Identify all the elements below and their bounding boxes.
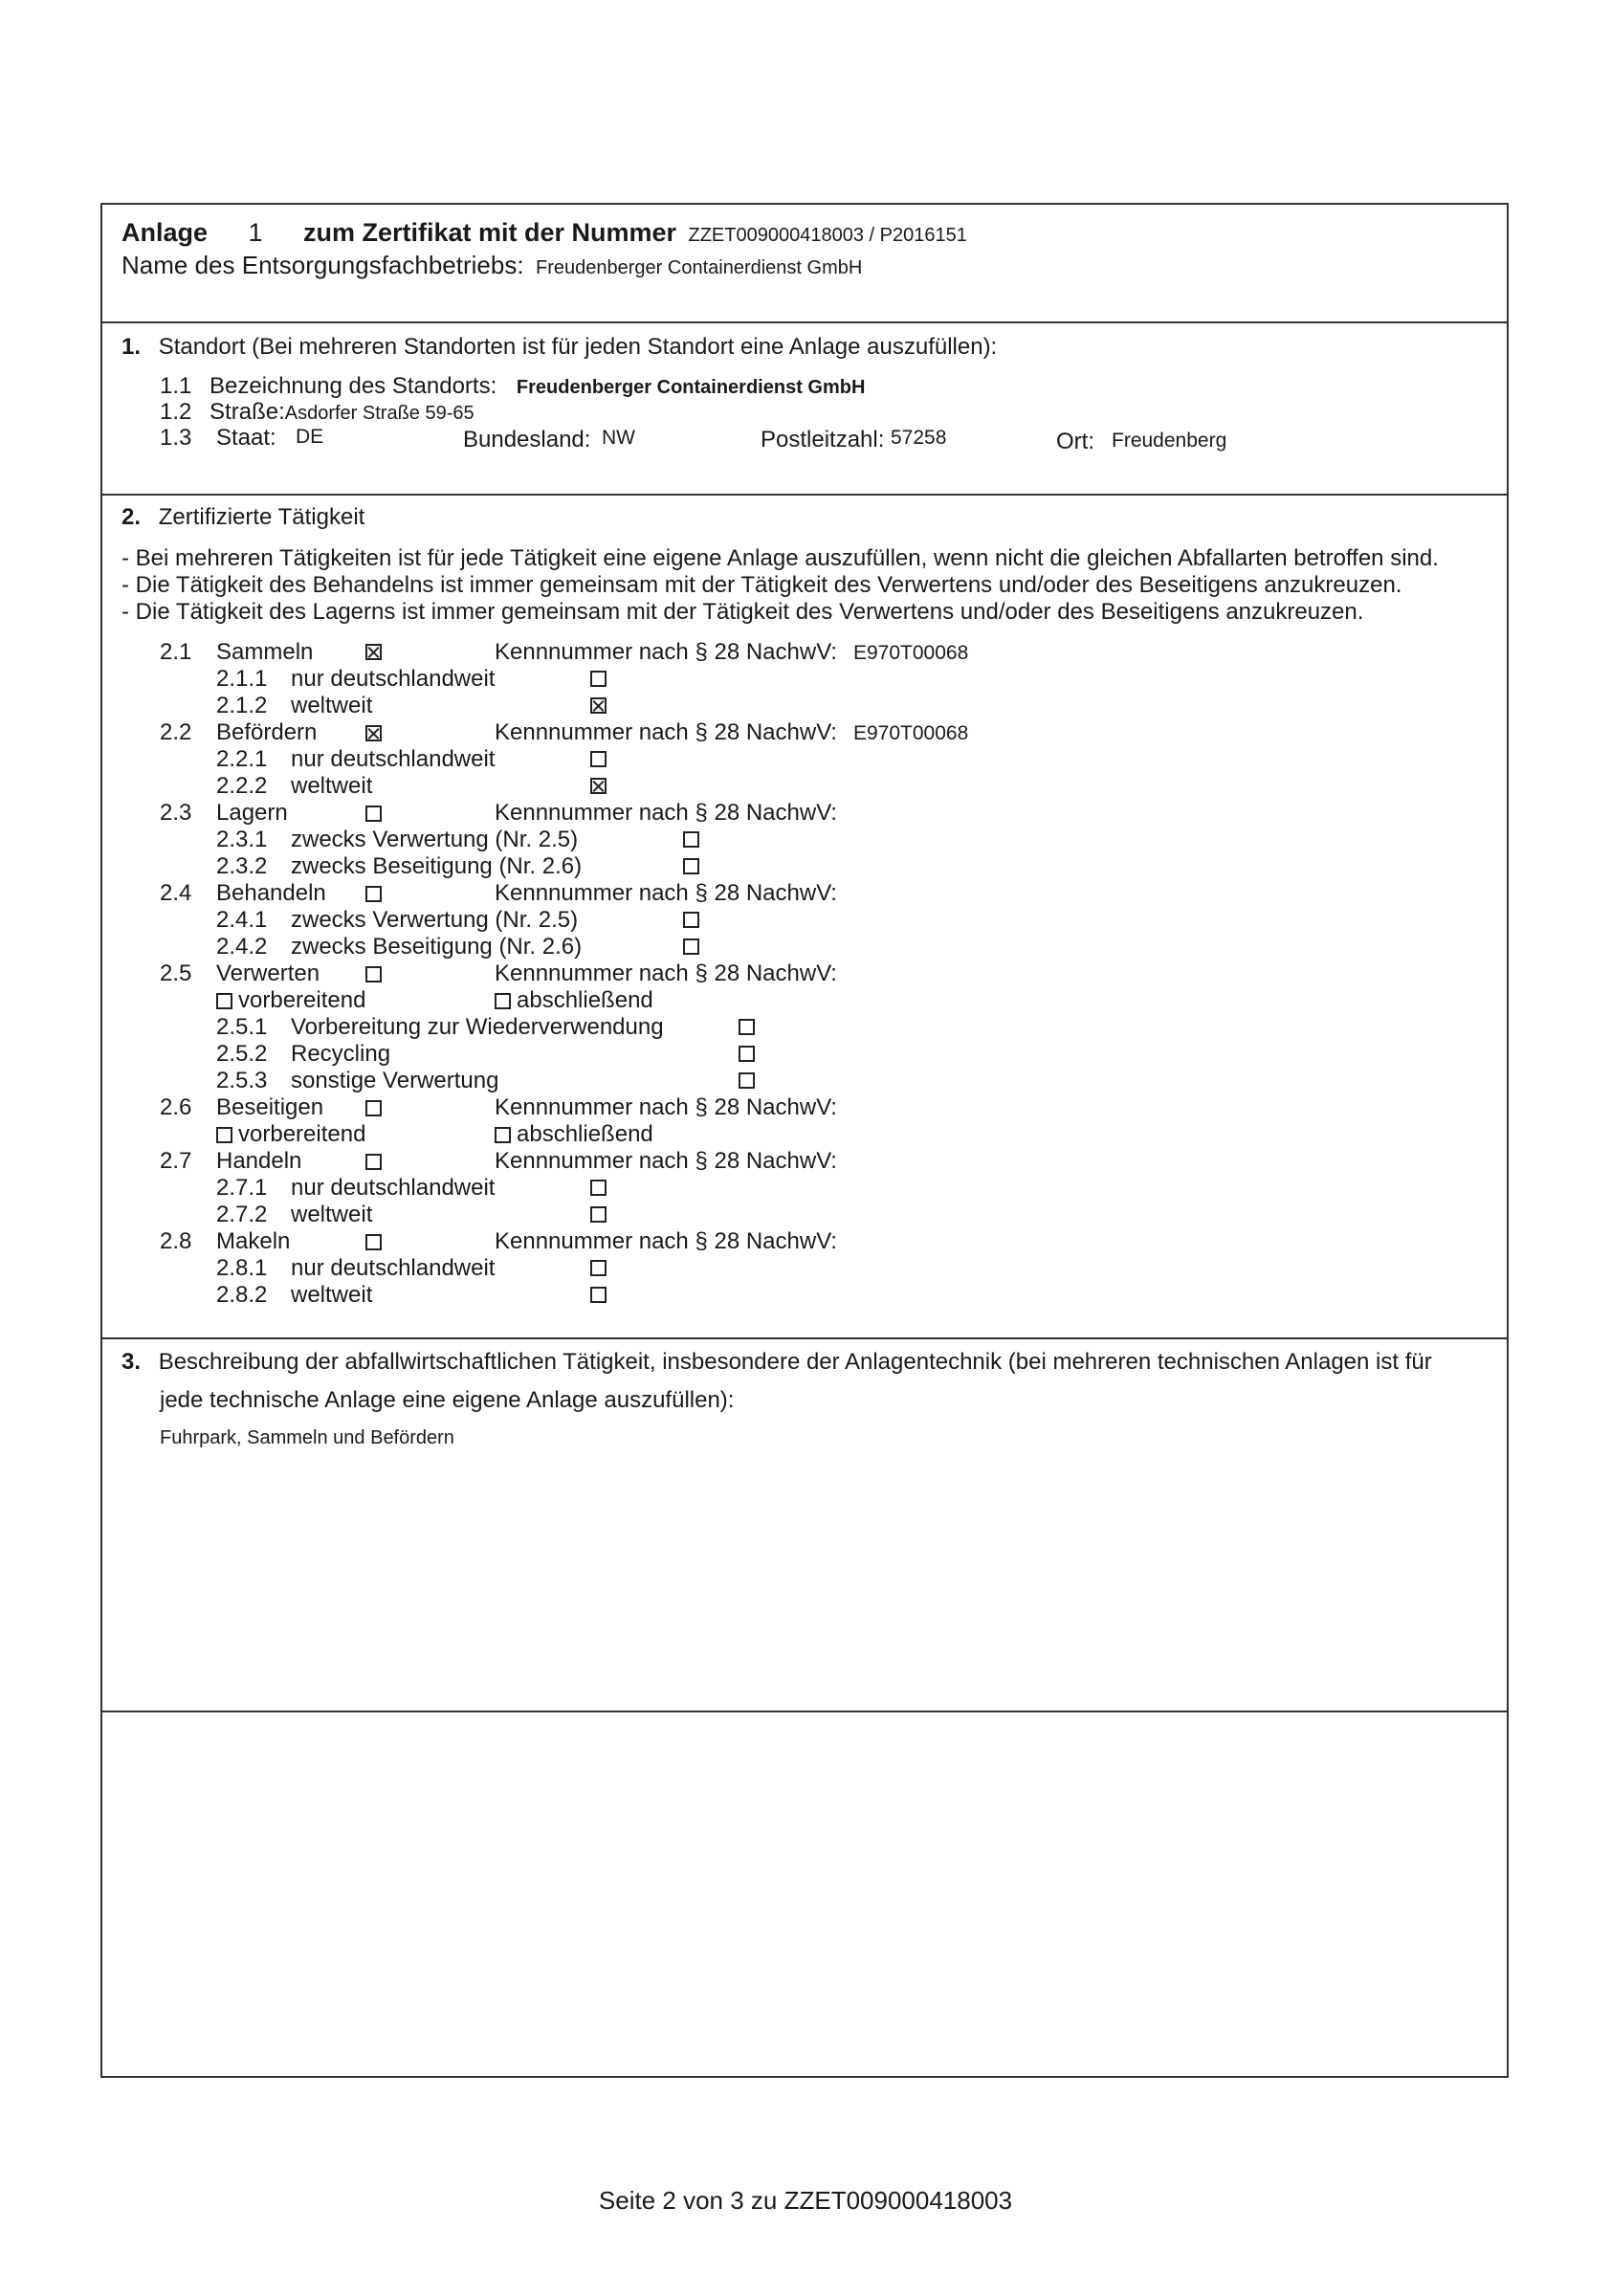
header-line2 <box>121 251 862 280</box>
section3-heading <box>121 1349 1432 1376</box>
befoerdern-kennnummer: E970T00068 <box>853 722 969 744</box>
plz-value: 57258 <box>891 427 947 449</box>
item-num: 2.7.2 <box>216 1202 268 1227</box>
anlage-label: Anlage <box>121 218 209 247</box>
item-num: 2.2.2 <box>216 773 268 799</box>
option-label: abschließend <box>517 1121 653 1147</box>
item-num: 2.1 <box>160 639 192 665</box>
beseitigen-abschliessend <box>495 1121 653 1148</box>
zertifikat-label: zum Zertifikat mit der Nummer <box>302 218 677 247</box>
row-num: 1.1 <box>160 373 192 399</box>
divider <box>102 1337 1507 1339</box>
item-num: 2.5 <box>160 960 192 986</box>
kenn-label: Kennnummer nach § 28 NachwV: <box>495 1094 837 1120</box>
section3-num: 3. <box>121 1349 142 1375</box>
kenn-label: Kennnummer nach § 28 NachwV: <box>495 880 837 906</box>
row-label: Bezeichnung des Standorts: <box>210 373 497 399</box>
item-num: 2.1.1 <box>216 666 268 692</box>
item-num: 2.2.1 <box>216 746 268 772</box>
makeln-checkbox[interactable] <box>365 1234 382 1250</box>
item-label: sonstige Verwertung <box>291 1068 499 1093</box>
item-label: nur deutschlandweit <box>291 1175 496 1201</box>
item-label: nur deutschlandweit <box>291 1255 496 1281</box>
standort-name: Freudenberger Containerdienst GmbH <box>516 377 866 398</box>
item-num: 2.6 <box>160 1094 192 1120</box>
option-label: abschließend <box>517 987 653 1013</box>
header-line1 <box>121 218 967 248</box>
item-num: 2.8.1 <box>216 1255 268 1281</box>
verwerten-label: Verwerten <box>216 960 320 986</box>
beseitigen-vorbereitend-checkbox[interactable] <box>216 1127 232 1143</box>
item-label: Vorbereitung zur Wiederverwendung <box>291 1014 664 1040</box>
section2-title: Zertifizierte Tätigkeit <box>158 504 365 530</box>
befoerdern-deutschland-checkbox[interactable] <box>590 751 607 767</box>
note: - Die Tätigkeit des Behandelns ist immer gemeinsam mit der Tätigkeit des Verwertens und/oder des Beseitigens anzukreuzen. <box>121 572 1402 598</box>
option-label: vorbereitend <box>238 987 366 1013</box>
ort-label: Ort: <box>1056 429 1094 454</box>
item-label: nur deutschlandweit <box>291 746 496 772</box>
item-label: weltweit <box>291 1282 373 1308</box>
verwerten-vorbereitend-checkbox[interactable] <box>216 993 232 1009</box>
handeln-checkbox[interactable] <box>365 1154 382 1170</box>
makeln-label: Makeln <box>216 1228 291 1254</box>
lagern-verwertung-checkbox[interactable] <box>683 831 699 848</box>
plz-label: Postleitzahl: <box>761 427 885 453</box>
section1-title: Standort (Bei mehreren Standorten ist für jeden Standort eine Anlage auszufüllen): <box>158 334 998 360</box>
anlage-number: 1 <box>248 218 263 247</box>
item-label: weltweit <box>291 693 373 718</box>
item-num: 2.3 <box>160 800 192 826</box>
behandeln-verwertung-checkbox[interactable] <box>683 912 699 928</box>
item-label: zwecks Beseitigung (Nr. 2.6) <box>291 934 583 960</box>
item-num: 2.8.2 <box>216 1282 268 1308</box>
lagern-label: Lagern <box>216 800 288 826</box>
sammeln-label: Sammeln <box>216 639 314 665</box>
item-num: 2.1.2 <box>216 693 268 718</box>
item-label: Recycling <box>291 1041 391 1067</box>
wiederverwendung-checkbox[interactable] <box>739 1019 755 1035</box>
behandeln-label: Behandeln <box>216 880 326 906</box>
sammeln-checkbox[interactable] <box>365 644 382 660</box>
item-num: 2.2 <box>160 719 192 745</box>
item-num: 2.5.1 <box>216 1014 268 1040</box>
kenn-label: Kennnummer nach § 28 NachwV: <box>495 1228 837 1254</box>
verwerten-abschliessend <box>495 987 653 1014</box>
item-label: nur deutschlandweit <box>291 666 496 692</box>
item-num: 2.3.2 <box>216 853 268 879</box>
divider <box>102 321 1507 323</box>
ort-value: Freudenberg <box>1112 430 1227 452</box>
section3-title-cont: jede technische Anlage eine eigene Anlage auszufüllen): <box>160 1387 735 1413</box>
bundesland-label: Bundesland: <box>463 427 591 453</box>
lagern-checkbox[interactable] <box>365 806 382 822</box>
section2-heading <box>121 504 364 531</box>
makeln-deutschland-checkbox[interactable] <box>590 1260 607 1276</box>
staat-label: Staat: <box>216 425 276 451</box>
beseitigen-vorbereitend <box>216 1121 365 1148</box>
behandeln-beseitigung-checkbox[interactable] <box>683 938 699 955</box>
standort-row-2 <box>160 399 474 427</box>
item-num: 2.4 <box>160 880 192 906</box>
kenn-label: Kennnummer nach § 28 NachwV: <box>495 960 837 986</box>
makeln-weltweit-checkbox[interactable] <box>590 1287 607 1303</box>
handeln-deutschland-checkbox[interactable] <box>590 1180 607 1196</box>
form-box <box>100 203 1509 2078</box>
option-label: vorbereitend <box>238 1121 366 1147</box>
beschreibung-value: Fuhrpark, Sammeln und Befördern <box>160 1427 454 1448</box>
item-num: 2.5.2 <box>216 1041 268 1067</box>
recycling-checkbox[interactable] <box>739 1046 755 1062</box>
kenn-label: Kennnummer nach § 28 NachwV: <box>495 639 837 665</box>
divider <box>102 494 1507 496</box>
standort-row-1 <box>160 373 865 401</box>
behandeln-checkbox[interactable] <box>365 886 382 902</box>
item-num: 2.5.3 <box>216 1068 268 1093</box>
verwerten-abschliessend-checkbox[interactable] <box>495 993 511 1009</box>
verwerten-vorbereitend <box>216 987 365 1014</box>
section3-title: Beschreibung der abfallwirtschaftlichen Tätigkeit, insbesondere der Anlagentechnik (bei mehreren technischen Anlagen ist für <box>158 1349 1432 1375</box>
befoerdern-checkbox[interactable] <box>365 725 382 741</box>
item-num: 2.4.1 <box>216 907 268 933</box>
beseitigen-checkbox[interactable] <box>365 1100 382 1116</box>
row-num: 1.3 <box>160 425 192 451</box>
sammeln-weltweit-checkbox[interactable] <box>590 697 607 714</box>
row-label: Straße: <box>210 399 285 425</box>
staat-value: DE <box>296 426 324 448</box>
beseitigen-label: Beseitigen <box>216 1094 324 1120</box>
kenn-label: Kennnummer nach § 28 NachwV: <box>495 1148 837 1174</box>
befoerdern-weltweit-checkbox[interactable] <box>590 778 607 794</box>
item-num: 2.3.1 <box>216 827 268 852</box>
zertifikat-number: ZZET009000418003 / P2016151 <box>688 225 967 246</box>
kenn-label: Kennnummer nach § 28 NachwV: <box>495 800 837 826</box>
item-num: 2.7 <box>160 1148 192 1174</box>
verwerten-checkbox[interactable] <box>365 966 382 982</box>
sonstige-verwertung-checkbox[interactable] <box>739 1072 755 1089</box>
divider <box>102 1711 1507 1712</box>
section1-num: 1. <box>121 334 142 360</box>
item-label: weltweit <box>291 1202 373 1227</box>
betrieb-label: Name des Entsorgungsfachbetriebs: <box>121 251 524 279</box>
item-label: zwecks Verwertung (Nr. 2.5) <box>291 827 579 852</box>
sammeln-deutschland-checkbox[interactable] <box>590 671 607 687</box>
strasse-value: Asdorfer Straße 59-65 <box>284 403 474 424</box>
beseitigen-abschliessend-checkbox[interactable] <box>495 1127 511 1143</box>
befoerdern-label: Befördern <box>216 719 318 745</box>
item-label: zwecks Verwertung (Nr. 2.5) <box>291 907 579 933</box>
item-label: zwecks Beseitigung (Nr. 2.6) <box>291 853 583 879</box>
row-num: 1.2 <box>160 399 192 425</box>
page-footer: Seite 2 von 3 zu ZZET009000418003 <box>598 2186 1013 2215</box>
bundesland-value: NW <box>602 427 635 449</box>
sammeln-kennnummer: E970T00068 <box>853 642 969 664</box>
item-num: 2.4.2 <box>216 934 268 960</box>
handeln-label: Handeln <box>216 1148 302 1174</box>
betrieb-value: Freudenberger Containerdienst GmbH <box>536 257 863 278</box>
lagern-beseitigung-checkbox[interactable] <box>683 858 699 874</box>
item-num: 2.7.1 <box>216 1175 268 1201</box>
note: - Die Tätigkeit des Lagerns ist immer gemeinsam mit der Tätigkeit des Verwertens und/oder des Beseitigens anzukreuzen. <box>121 599 1364 625</box>
section1-heading <box>121 334 997 361</box>
item-label: weltweit <box>291 773 373 799</box>
handeln-weltweit-checkbox[interactable] <box>590 1206 607 1223</box>
item-num: 2.8 <box>160 1228 192 1254</box>
note: - Bei mehreren Tätigkeiten ist für jede Tätigkeit eine eigene Anlage auszufüllen, wenn nicht die gleichen Abfallarten betroffen sind. <box>121 545 1439 571</box>
section2-num: 2. <box>121 504 142 530</box>
kenn-label: Kennnummer nach § 28 NachwV: <box>495 719 837 745</box>
